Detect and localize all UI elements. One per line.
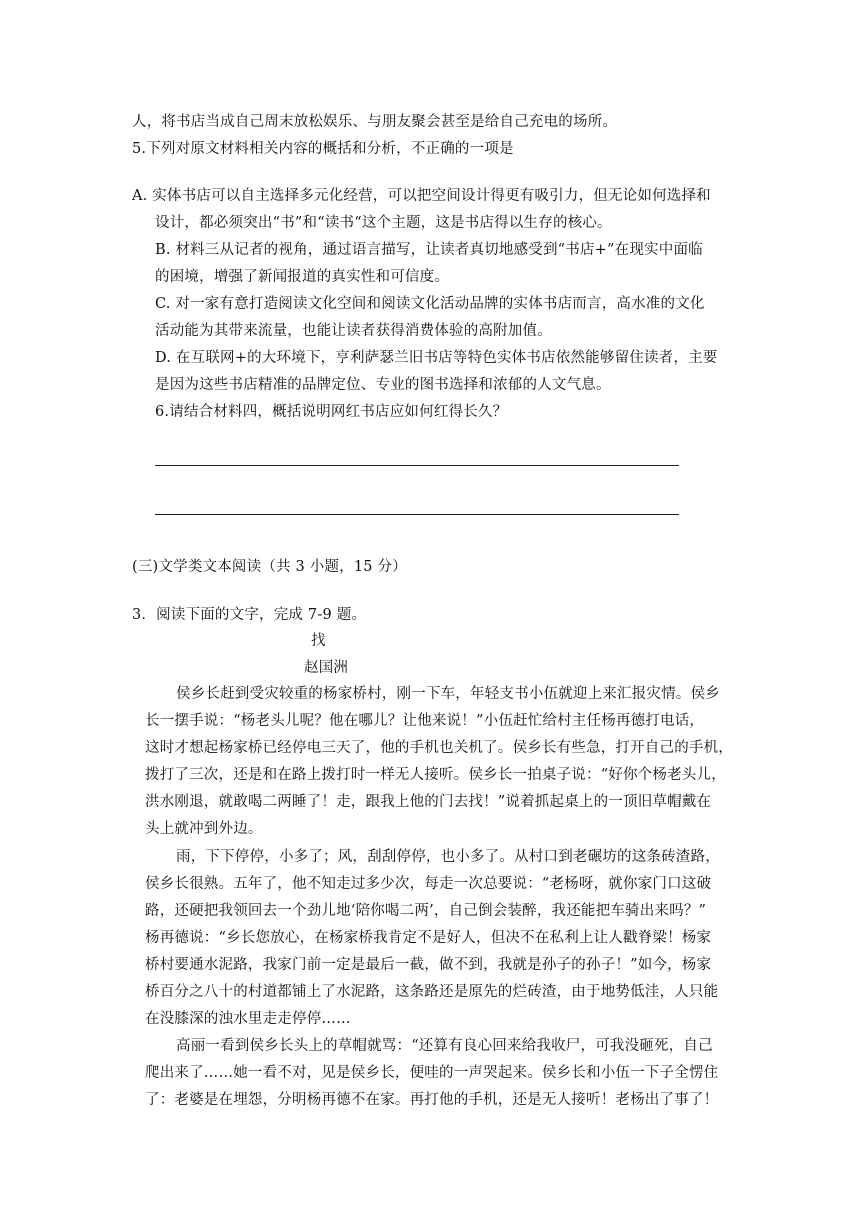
story-author: 赵国洲 (304, 660, 349, 676)
story-p2-line-5: 桥村要通水泥路，我家门前一定是最后一截，做不到，我就是孙子的孙子！”如今，杨家 (145, 957, 712, 973)
story-p2-line-7: 在没膝深的浊水里走走停停…… (145, 1011, 351, 1027)
story-p1-line-4: 拨打了三次，还是和在路上拨打时一样无人接听。侯乡长一拍桌子说：“好你个杨老头儿， (145, 767, 726, 783)
story-p2-line-6: 桥百分之八十的村道都铺上了水泥路，这条路还是原先的烂砖渣，由于地势低洼，人只能 (145, 984, 719, 1000)
option-b-line-1: B. 材料三从记者的视角，通过语言描写，让读者真切地感受到“书店+”在现实中面临 (155, 242, 703, 258)
story-p1-line-2: 长一摆手说：“杨老头儿呢？他在哪儿？让他来说！”小伍赶忙给村主任杨再德打电话， (145, 713, 705, 729)
story-p1-line-6: 头上就冲到外边。 (145, 821, 263, 837)
answer-line-1[interactable] (155, 465, 679, 466)
continuation-text: 人，将书店当成自己周末放松娱乐、与朋友聚会甚至是给自己充电的场所。 (132, 114, 618, 130)
option-b-line-2: 的困境，增强了新闻报道的真实性和可信度。 (155, 269, 449, 285)
option-a-line-1: A. 实体书店可以自主选择多元化经营，可以把空间设计得更有吸引力，但无论如何选择和 (132, 188, 711, 204)
story-p2-line-1: 雨，下下停停，小多了；风，刮刮停停，也小多了。从村口到老碾坊的这条砖渣路， (176, 849, 720, 865)
story-title: 找 (311, 633, 326, 649)
option-d-line-1: D. 在互联网+的大环境下，亨利萨瑟兰旧书店等特色实体书店依然能够留住读者，主要 (155, 350, 718, 366)
story-p1-line-5: 洪水刚退，就敢喝二两睡了！走，跟我上他的门去找！”说着抓起桌上的一顶旧草帽戴在 (145, 794, 712, 810)
story-p1-line-3: 这时才想起杨家桥已经停电三天了，他的手机也关机了。侯乡长有些急，打开自己的手机， (145, 740, 733, 756)
answer-line-2[interactable] (155, 514, 679, 515)
story-p3-line-1: 高丽一看到侯乡长头上的草帽就骂：“还算有良心回来给我收尸，可我没砸死，自己 (176, 1038, 713, 1054)
story-p3-line-3: 了：老婆是在埋怨，分明杨再德不在家。再打他的手机，还是无人接听！老杨出了事了！ (145, 1092, 719, 1108)
story-p2-line-4: 杨再德说：“乡长您放心，在杨家桥我肯定不是好人，但决不在私利上让人戳脊梁！杨家 (145, 930, 712, 946)
option-a-line-2: 设计，都必须突出“书”和“读书“这个主题，这是书店得以生存的核心。 (155, 215, 612, 231)
option-d-line-2: 是因为这些书店精准的品牌定位、专业的图书选择和浓郁的人文气息。 (155, 377, 611, 393)
question-6-stem: 6.请结合材料四，概括说明网红书店应如何红得长久？ (155, 404, 508, 420)
story-p2-line-2: 侯乡长很熟。五年了，他不知走过多少次，每走一次总要说：“老杨呀，就你家门口这破 (145, 876, 712, 892)
story-p3-line-2: 爬出来了……她一看不对，见是侯乡长，便哇的一声哭起来。侯乡长和小伍一下子全愣住 (145, 1065, 719, 1081)
section-3-instruction: 3．阅读下面的文字，完成 7-9 题。 (132, 607, 367, 623)
story-p2-line-3: 路，还硬把我领回去一个劲儿地‘陪你喝二两’，自己倒会装醉，我还能把车骑出来吗？” (145, 903, 707, 919)
question-5-stem: 5.下列对原文材料相关内容的概括和分析，不正确的一项是 (132, 141, 514, 157)
option-c-line-2: 活动能为其带来流量，也能让读者获得消费体验的高附加值。 (155, 323, 552, 339)
section-3-heading: (三)文学类文本阅读（共 3 小题，15 分） (132, 559, 407, 575)
option-c-line-1: C. 对一家有意打造阅读文化空间和阅读文化活动品牌的实体书店而言，高水准的文化 (155, 296, 705, 312)
story-p1-line-1: 侯乡长赶到受灾较重的杨家桥村，刚一下车，年轻支书小伍就迎上来汇报灾情。侯乡 (176, 686, 720, 702)
